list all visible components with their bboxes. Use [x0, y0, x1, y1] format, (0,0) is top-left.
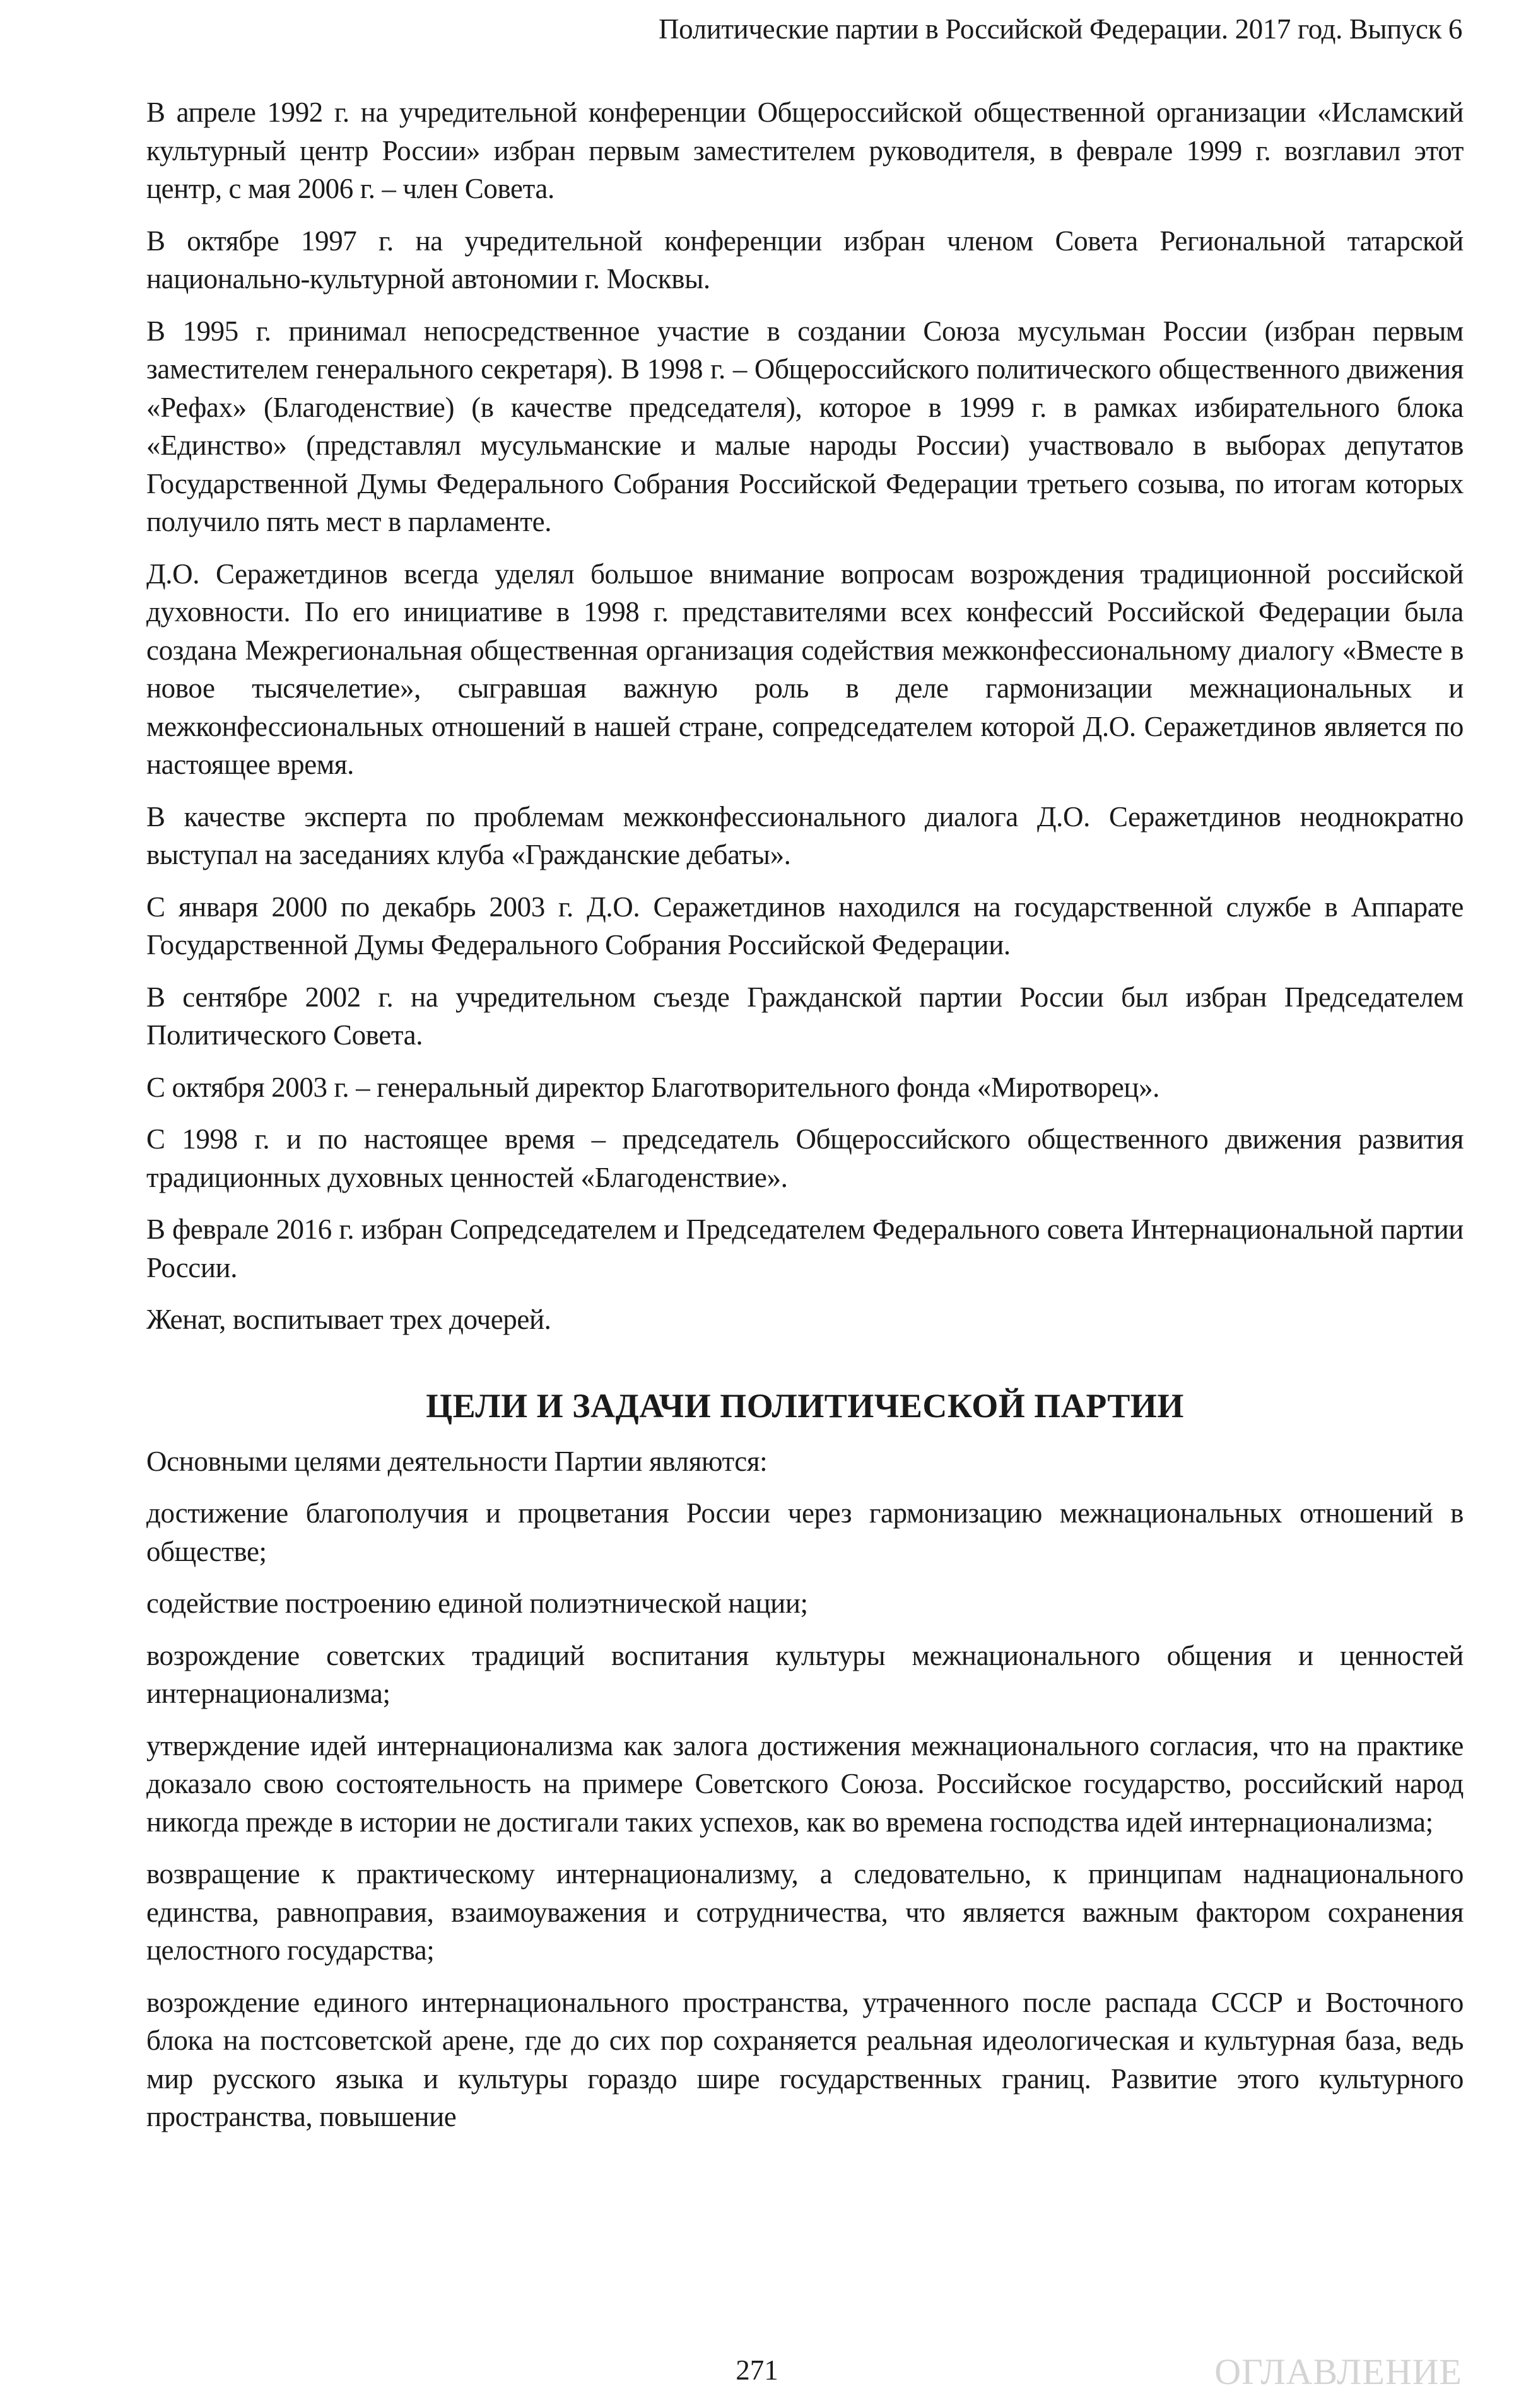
goal-item: возрождение советских традиций воспитания культуры межнационального общения и ценностей интернационализма;: [146, 1639, 1464, 1709]
table-of-contents-link[interactable]: ОГЛАВЛЕНИЕ: [1214, 2351, 1462, 2392]
page-content: [146, 93, 1464, 2150]
paragraph-tatar-autonomy: В октябре 1997 г. на учредительной конференции избран членом Совета Региональной татарской национально-культурной автономии г. Москвы.: [146, 225, 1464, 295]
goals-intro: Основными целями деятельности Партии являются:: [146, 1445, 768, 1477]
page-number: 271: [736, 2354, 778, 2386]
goal-item: возрождение единого интернационального пространства, утраченного после распада СССР и Восточного блока на постсоветской арене, где до сих пор сохраняется реальная идеологическая и культурная база, ведь мир русского языка и культуры гораздо шире государственных границ. Развитие этого культурного пространства, повышение: [146, 1986, 1464, 2132]
paragraph-civic-party: В сентябре 2002 г. на учредительном съезде Гражданской партии России был избран Председателем Политического Совета.: [146, 981, 1464, 1051]
paragraph-state-service: С января 2000 по декабрь 2003 г. Д.О. Сеpажетдинов находился на государственной службе в Аппарате Государственной Думы Федерального Собрания Российской Федерации.: [146, 891, 1464, 961]
paragraph-co-chairman: В феврале 2016 г. избран Сопредседателем и Председателем Федерального совета Интернациональной партии России.: [146, 1213, 1464, 1283]
goal-item: утверждение идей интернационализма как залога достижения межнационального согласия, что на практике доказало свою состоятельность на примере Советского Союза. Российское государство, российский народ никогда прежде в истории не достигали таких успехов, как во времена господства идей интернационализма;: [146, 1729, 1464, 1838]
paragraph-muslim-union: В 1995 г. принимал непосредственное участие в создании Союза мусульман России (избран первым заместителем генерального секретаря). В 1998 г. – Общероссийского политического общественного движения «Рефах» (Благоденствие) (в качестве председателя), которое в 1999 г. в рамках избирательного блока «Единство» (представлял мусульманские и малые народы России) участвовало в выборах депутатов Государственной Думы Федерального Собрания Российской Федерации третьего созыва, по итогам которых получило пять мест в парламенте.: [146, 315, 1464, 537]
paragraph-expert: В качестве эксперта по проблемам межконфессионального диалога Д.О. Сеpажетдинов неоднократно выступал на заседаниях клуба «Гражданские дебаты».: [146, 800, 1464, 870]
running-title: Политические партии в Российской Федерации. 2017 год. Выпуск 6: [659, 13, 1462, 45]
paragraph-interfaith-organization: Д.О. Сеpажетдинов всегда уделял большое внимание вопросам возрождения традиционной российской духовности. По его инициативе в 1998 г. представителями всех конфессий Российской Федерации была создана Межрегиональная общественная организация содействия межконфессиональному диалогу «Вместе в новое тысячелетие», сыгравшая важную роль в деле гармонизации межнациональных и межконфессиональных отношений в нашей стране, сопредседателем которой Д.О. Сеpажетдинов является по настоящее время.: [146, 558, 1464, 780]
paragraph-family: Женат, воспитывает трех дочерей.: [146, 1304, 551, 1335]
paragraph-islamic-center: В апреле 1992 г. на учредительной конференции Общероссийской общественной организации «Исламский культурный центр России» избран первым заместителем руководителя, в феврале 1999 г. возглавил этот центр, с мая 2006 г. – член Совета.: [146, 96, 1464, 204]
goal-item: достижение благополучия и процветания России через гармонизацию межнациональных отношений в обществе;: [146, 1497, 1464, 1567]
paragraph-foundation: С октября 2003 г. – генеральный директор Благотворительного фонда «Миротворец».: [146, 1071, 1160, 1103]
paragraph-movement: С 1998 г. и по настоящее время – председатель Общероссийского общественного движения развития традиционных духовных ценностей «Благоденствие».: [146, 1123, 1464, 1193]
section-title: ЦЕЛИ И ЗАДАЧИ ПОЛИТИЧЕСКОЙ ПАРТИИ: [426, 1386, 1184, 1425]
goal-item: содействие построению единой полиэтнической нации;: [146, 1587, 808, 1619]
goal-item: возвращение к практическому интернационализму, а следовательно, к принципам наднационального единства, равноправия, взаимоуважения и сотрудничества, что является важным фактором сохранения целостного государства;: [146, 1858, 1464, 1966]
